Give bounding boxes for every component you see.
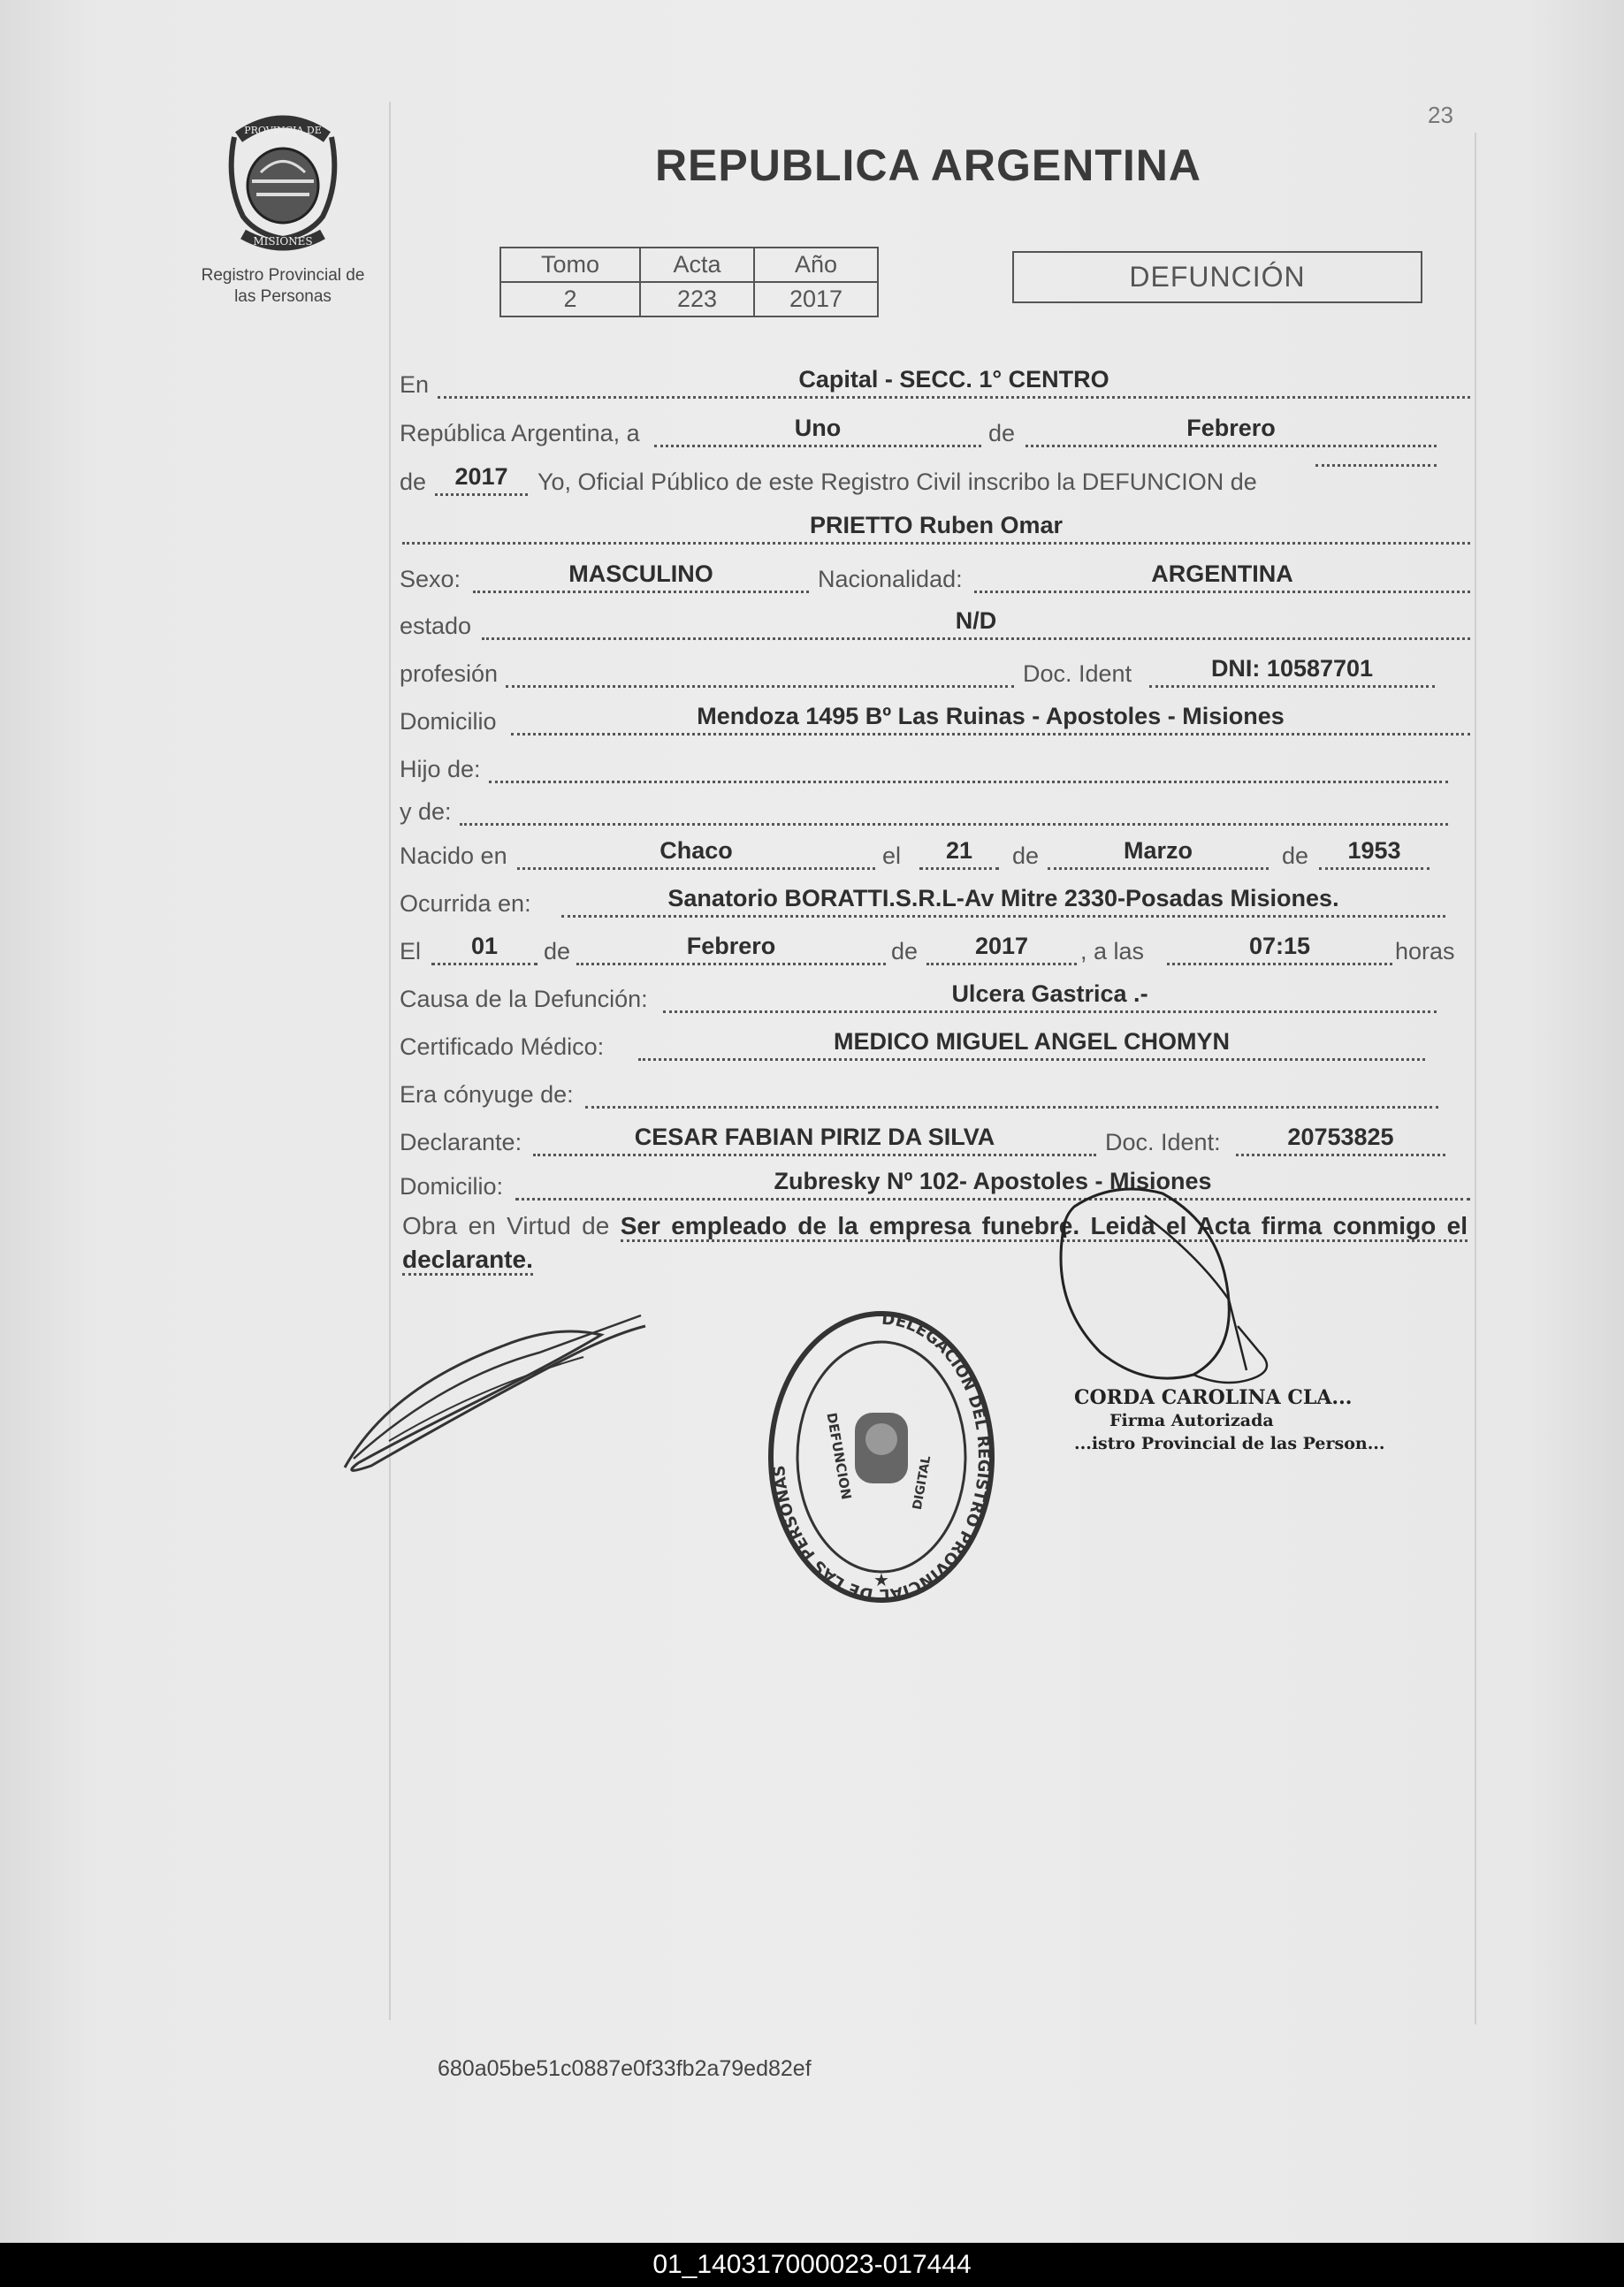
label-causa: Causa de la Defunción: xyxy=(400,986,648,1012)
label-conyuge: Era cónyuge de: xyxy=(400,1081,574,1108)
label-de3: de xyxy=(1012,842,1040,869)
label-profesion: profesión xyxy=(400,660,499,687)
table-header-acta: Acta xyxy=(640,248,754,282)
margin-line-right xyxy=(1475,133,1476,2024)
field-spouse xyxy=(585,1075,1438,1109)
official-seal-icon xyxy=(762,1307,1001,1607)
label-de2: de xyxy=(400,469,427,495)
label-domicilio2: Domicilio: xyxy=(400,1173,504,1200)
label-sexo: Sexo: xyxy=(400,566,461,592)
page-title: REPUBLICA ARGENTINA xyxy=(654,141,1202,190)
label-de4: de xyxy=(1282,842,1309,869)
margin-line-left xyxy=(389,102,391,2020)
document-type-box: DEFUNCIÓN xyxy=(1012,251,1422,303)
label-estado: estado xyxy=(400,613,472,639)
field-death-time: 07:15 xyxy=(1167,932,1392,965)
signature-right-icon xyxy=(1048,1167,1366,1397)
label-obra: Obra en Virtud de xyxy=(402,1212,621,1239)
field-place: Capital - SECC. 1° CENTRO xyxy=(438,365,1470,399)
label-nacido-en: Nacido en xyxy=(400,842,507,869)
label-doc-ident2: Doc. Ident: xyxy=(1105,1129,1221,1155)
seal-inner-left: DEFUNCION xyxy=(823,1411,855,1501)
field-cause: Ulcera Gastrica .- xyxy=(663,980,1437,1013)
registry-caption xyxy=(177,265,389,308)
stamp-line1: CORDA CAROLINA CLA... xyxy=(1074,1386,1353,1409)
field-birth-year: 1953 xyxy=(1319,836,1430,870)
label-certificado: Certificado Médico: xyxy=(400,1033,605,1060)
registry-caption-line2: las Personas xyxy=(234,287,332,306)
label-horas: horas xyxy=(1395,938,1455,964)
field-year: 2017 xyxy=(435,462,528,496)
table-cell-tomo: 2 xyxy=(500,282,640,316)
field-death-place: Sanatorio BORATTI.S.R.L-Av Mitre 2330-Posadas Misiones. xyxy=(561,884,1445,918)
field-month: Febrero xyxy=(1025,414,1437,447)
field-death-month: Febrero xyxy=(576,932,886,965)
field-yo-blank xyxy=(1315,462,1437,467)
label-de1: de xyxy=(988,420,1016,446)
label-el: el xyxy=(882,842,902,869)
field-deceased-name: PRIETTO Ruben Omar xyxy=(402,511,1470,545)
table-cell-anio: 2017 xyxy=(754,282,878,316)
label-hijo-de: Hijo de: xyxy=(400,756,481,782)
field-obra-text: Ser empleado de la empresa funebre. Leida el Acta firma conmigo el declarante. xyxy=(402,1212,1468,1276)
label-yo: Yo, Oficial Público de este Registro Civil inscribo la DEFUNCION de xyxy=(538,469,1257,495)
label-republica: República Argentina, a xyxy=(400,420,640,446)
logo-upper-text: PROVINCIA DE xyxy=(244,125,322,136)
signature-left-icon xyxy=(336,1308,654,1494)
table-header-anio: Año xyxy=(754,248,878,282)
field-nationality: ARGENTINA xyxy=(974,560,1470,593)
field-profession xyxy=(506,654,1014,688)
stamp-line2: Firma Autorizada xyxy=(1109,1411,1274,1430)
table-header-tomo: Tomo xyxy=(500,248,640,282)
label-declarante: Declarante: xyxy=(400,1129,522,1155)
field-marital-status: N/D xyxy=(482,606,1470,640)
field-day-words: Uno xyxy=(654,414,981,447)
label-en: En xyxy=(400,371,430,398)
logo-lower-text: MISIONES xyxy=(253,235,313,248)
volume-record-table xyxy=(499,247,879,317)
field-death-day: 01 xyxy=(431,932,538,965)
label-domicilio: Domicilio xyxy=(400,708,497,735)
field-declarant: CESAR FABIAN PIRIZ DA SILVA xyxy=(533,1123,1096,1156)
seal-inner-right: DIGITAL xyxy=(910,1454,934,1512)
label-doc-ident: Doc. Ident xyxy=(1023,660,1132,687)
footer-id-bar: 01_140317000023-017444 xyxy=(0,2243,1624,2287)
table-cell-acta: 223 xyxy=(640,282,754,316)
authorized-signature-stamp xyxy=(1074,1386,1392,1455)
seal-star-icon: ★ xyxy=(873,1571,889,1590)
registry-caption-line1: Registro Provincial de xyxy=(201,266,365,285)
field-birth-place: Chaco xyxy=(517,836,875,870)
field-declarant-address: Zubresky Nº 102- Apostoles - Misiones xyxy=(515,1167,1470,1201)
document-hash: 680a05be51c0887e0f33fb2a79ed82ef xyxy=(438,2056,812,2081)
label-de5: de xyxy=(544,938,571,964)
field-sex: MASCULINO xyxy=(473,560,809,593)
page-number: 23 xyxy=(1428,102,1453,128)
coat-of-arms-icon xyxy=(217,111,349,252)
stamp-line3: ...istro Provincial de las Person... xyxy=(1074,1434,1385,1453)
label-de6: de xyxy=(891,938,919,964)
field-child-of-1 xyxy=(489,750,1448,783)
label-nacionalidad: Nacionalidad: xyxy=(818,566,963,592)
field-address: Mendoza 1495 Bº Las Ruinas - Apostoles - Misiones xyxy=(511,702,1470,736)
field-death-year: 2017 xyxy=(926,932,1077,965)
label-a-las: , a las xyxy=(1080,938,1145,964)
field-declarant-doc: 20753825 xyxy=(1236,1123,1445,1156)
label-ocurrida-en: Ocurrida en: xyxy=(400,890,531,917)
field-child-of-2 xyxy=(460,792,1448,826)
field-birth-day: 21 xyxy=(919,836,999,870)
field-doc-ident: DNI: 10587701 xyxy=(1149,654,1435,688)
seal-ring-text: DELEGACION DEL REGISTRO PROVINCIAL DE LAS PERSONAS xyxy=(770,1309,994,1605)
field-birth-month: Marzo xyxy=(1048,836,1269,870)
field-medical-certificate: MEDICO MIGUEL ANGEL CHOMYN xyxy=(638,1027,1425,1061)
label-el2: El xyxy=(400,938,422,964)
label-y-de: y de: xyxy=(400,798,452,825)
